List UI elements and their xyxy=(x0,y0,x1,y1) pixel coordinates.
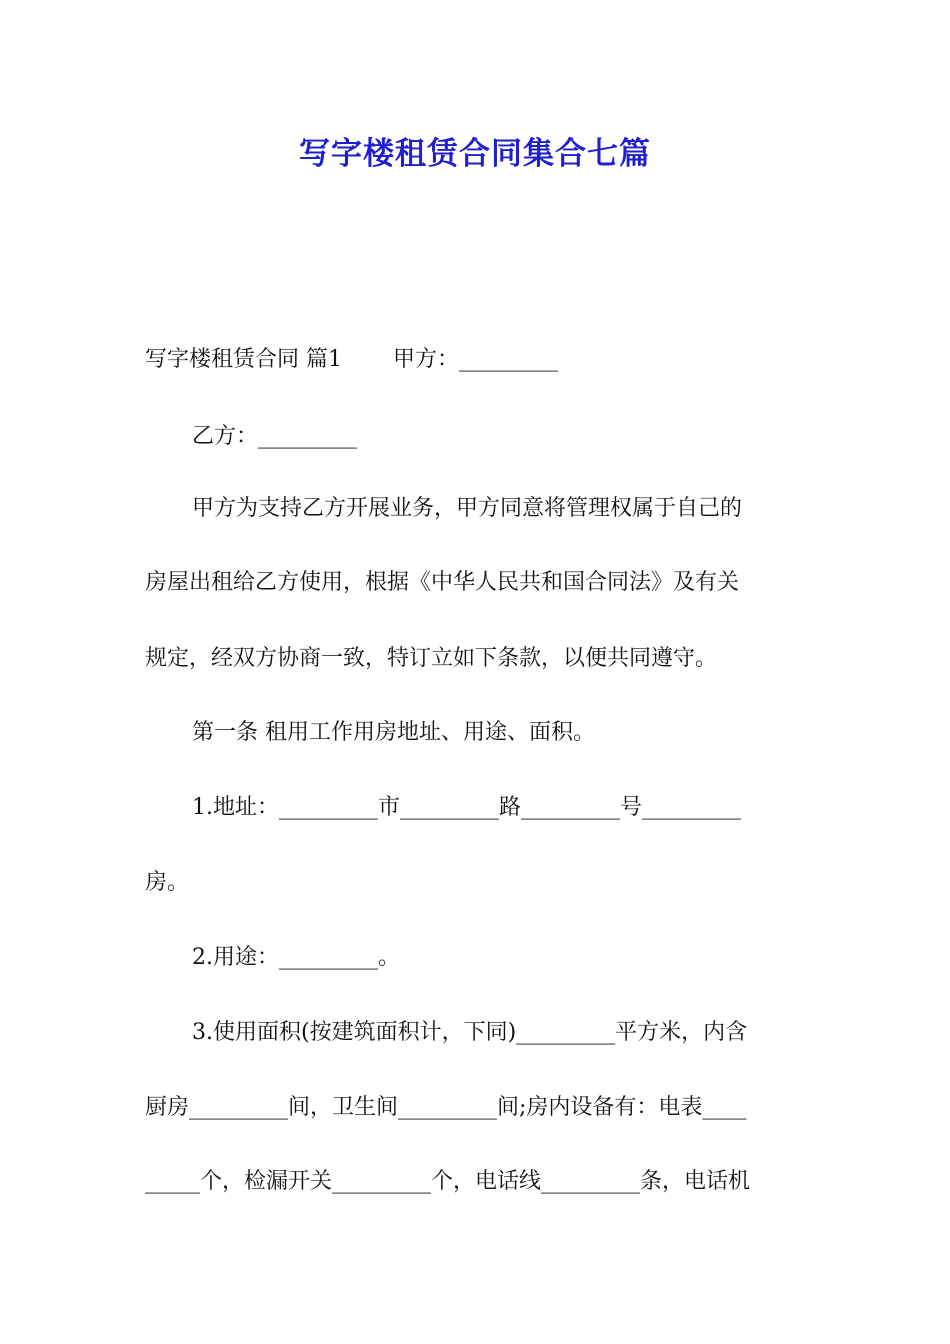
area-line: 3.使用面积(按建筑面积计，下同)_________平方米，内含 xyxy=(192,1020,748,1045)
facilities-line-continued: _____个，检漏开关_________个，电话线_________条，电话机 xyxy=(145,1169,751,1194)
paragraph-line: 甲方为支持乙方开展业务，甲方同意将管理权属于自己的 xyxy=(192,496,743,521)
paragraph-line: 房屋出租给乙方使用，根据《中华人民共和国合同法》及有关 xyxy=(145,570,740,595)
document-title: 写字楼租赁合同集合七篇 xyxy=(299,136,651,172)
address-line-continued: 房。 xyxy=(145,870,190,895)
article-heading: 第一条 租用工作用房地址、用途、面积。 xyxy=(192,720,595,745)
paragraph-line: 规定，经双方协商一致，特订立如下条款，以便共同遵守。 xyxy=(145,646,718,671)
party-b-line: 乙方：_________ xyxy=(192,424,358,449)
facilities-line: 厨房_________间，卫生间_________间;房内设备有：电表____ xyxy=(145,1095,747,1120)
contract-heading-line: 写字楼租赁合同 篇1 甲方：_________ xyxy=(145,347,558,372)
usage-line: 2.用途：_________。 xyxy=(192,945,400,970)
address-line: 1.地址：_________市_________路_________号_________ xyxy=(192,795,741,820)
